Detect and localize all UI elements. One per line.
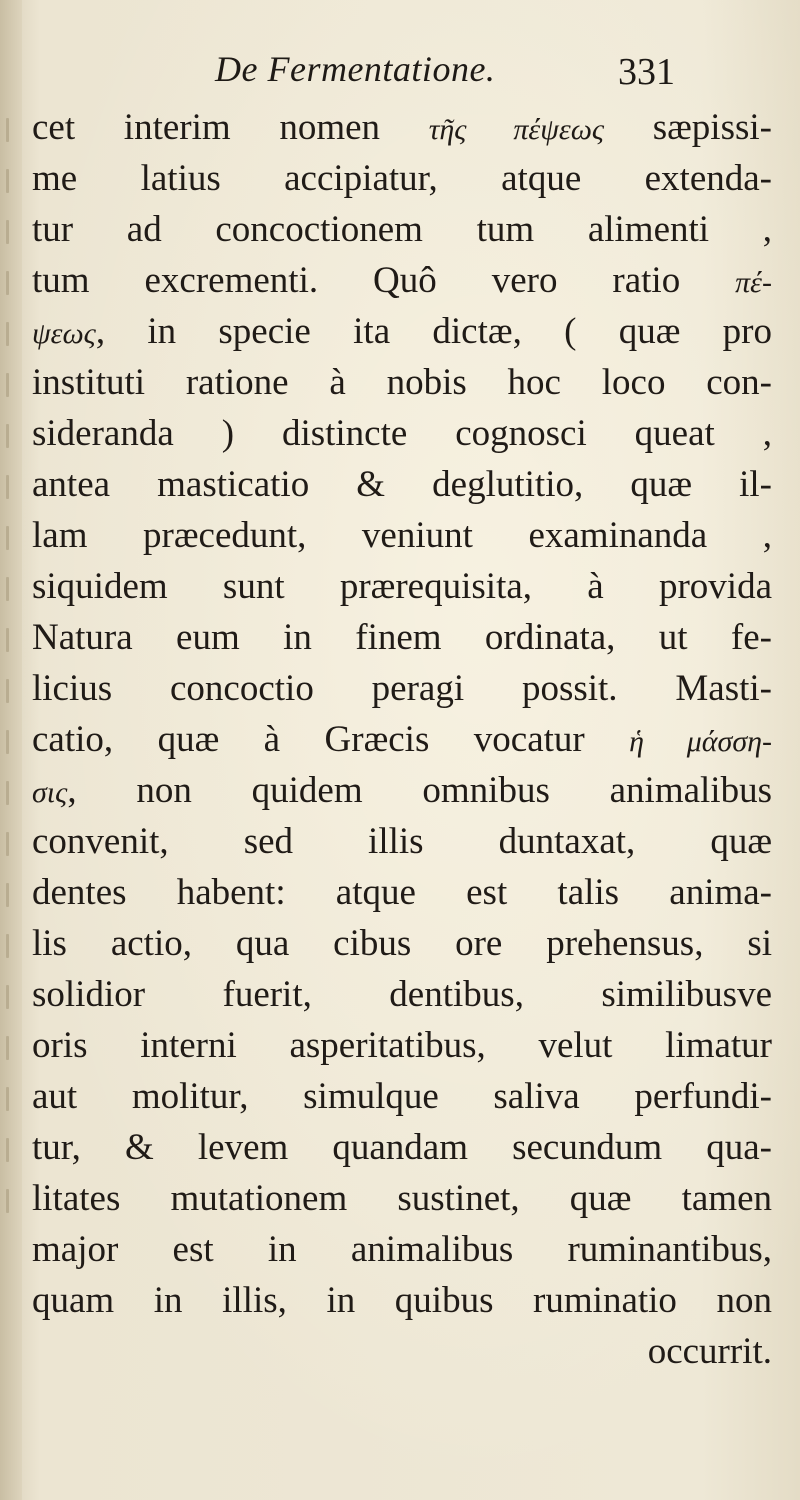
text-line — [32, 561, 772, 612]
latin-text: major est in animalibus ruminantibus, — [32, 1229, 772, 1270]
latin-text: catio, quæ à Græcis vocatur — [32, 719, 630, 760]
margin-tick — [6, 526, 9, 550]
text-line — [32, 969, 772, 1020]
latin-text: tur ad concoctionem tum alimenti , — [32, 209, 772, 250]
margin-tick — [6, 934, 9, 958]
margin-tick — [6, 679, 9, 703]
latin-text: occurrit. — [647, 1331, 772, 1372]
latin-text: cet interim nomen — [32, 107, 429, 148]
margin-tick — [6, 1138, 9, 1162]
latin-text: siquidem sunt prærequisita, à provida — [32, 566, 772, 607]
margin-tick — [6, 781, 9, 805]
greek-text: σις — [32, 776, 68, 809]
margin-tick — [6, 322, 9, 346]
page-number: 331 — [618, 51, 675, 93]
latin-text: licius concoctio peragi possit. Masti- — [32, 668, 772, 709]
latin-text: litates mutationem sustinet, quæ tamen — [32, 1178, 772, 1219]
text-line — [32, 102, 772, 153]
greek-text: ἡ μάσση- — [629, 725, 773, 758]
latin-text: Natura eum in finem ordinata, ut fe- — [32, 617, 772, 658]
margin-tick — [6, 475, 9, 499]
latin-text: dentes habent: atque est talis anima- — [32, 872, 772, 913]
margin-tick — [6, 985, 9, 1009]
margin-tick — [6, 1087, 9, 1111]
text-line — [32, 612, 772, 663]
latin-text: lis actio, qua cibus ore prehensus, si — [32, 923, 772, 964]
greek-text: πέ- — [735, 266, 772, 299]
text-line — [32, 204, 772, 255]
latin-text: instituti ratione à nobis hoc loco con- — [32, 362, 772, 403]
text-line — [32, 1173, 772, 1224]
margin-tick — [6, 628, 9, 652]
text-line — [32, 1071, 772, 1122]
text-line — [32, 1275, 772, 1326]
latin-text: , non quidem omnibus animalibus — [67, 770, 772, 811]
text-line — [32, 153, 772, 204]
latin-text: aut molitur, simulque saliva perfundi- — [32, 1076, 772, 1117]
latin-text: sæpissi- — [604, 107, 772, 148]
text-line — [32, 663, 772, 714]
latin-text: sideranda ) distincte cognosci queat , — [32, 413, 772, 454]
text-line — [32, 510, 772, 561]
text-line — [32, 306, 772, 357]
margin-tick — [6, 424, 9, 448]
text-line — [32, 714, 772, 765]
margin-tick — [6, 220, 9, 244]
latin-text: solidior fuerit, dentibus, similibusve — [32, 974, 772, 1015]
latin-text: tum excrementi. Quô vero ratio — [32, 260, 736, 301]
latin-text: antea masticatio & deglutitio, quæ il- — [32, 464, 772, 505]
margin-tick — [6, 883, 9, 907]
text-line — [32, 1122, 772, 1173]
text-line — [32, 357, 772, 408]
body-text — [32, 102, 772, 1377]
latin-text: me latius accipiatur, atque extenda- — [32, 158, 772, 199]
text-line — [32, 765, 772, 816]
greek-text: τῆς πέψεως — [428, 113, 605, 146]
text-line — [32, 1224, 772, 1275]
latin-text: tur, & levem quandam secundum qua- — [32, 1127, 772, 1168]
margin-tick — [6, 271, 9, 295]
text-line — [32, 918, 772, 969]
latin-text: convenit, sed illis duntaxat, quæ — [32, 821, 772, 862]
latin-text: , in specie ita dictæ, ( quæ pro — [95, 311, 772, 352]
margin-tick — [6, 1189, 9, 1213]
text-line — [32, 816, 772, 867]
margin-tick — [6, 169, 9, 193]
margin-tick — [6, 577, 9, 601]
text-line — [32, 867, 772, 918]
margin-tick — [6, 118, 9, 142]
margin-tick — [6, 730, 9, 754]
text-line — [32, 408, 772, 459]
text-line — [32, 1326, 772, 1377]
text-line — [32, 1020, 772, 1071]
margin-tick — [6, 373, 9, 397]
greek-text: ψεως — [32, 317, 96, 350]
text-line — [32, 459, 772, 510]
margin-tick — [6, 1036, 9, 1060]
text-line — [32, 255, 772, 306]
latin-text: quam in illis, in quibus ruminatio non — [32, 1280, 772, 1321]
margin-tick — [6, 832, 9, 856]
latin-text: lam præcedunt, veniunt examinanda , — [32, 515, 772, 556]
margin-marks — [6, 110, 14, 1310]
running-title: De Fermentatione. — [215, 49, 496, 89]
latin-text: oris interni asperitatibus, velut limatur — [32, 1025, 772, 1066]
page-header — [0, 48, 800, 98]
